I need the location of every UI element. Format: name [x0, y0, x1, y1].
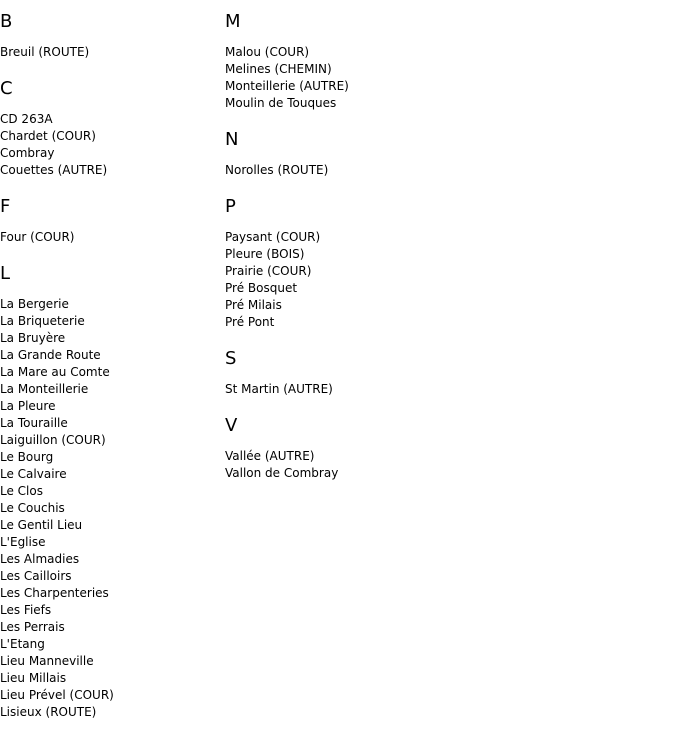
entry-list — [0, 296, 220, 721]
list-item: Pleure (BOIS) — [225, 247, 305, 261]
list-item: Moulin de Touques — [225, 96, 337, 110]
list-item: Four (COUR) — [0, 230, 75, 244]
list-item: Le Bourg — [0, 450, 54, 464]
section-letter: N — [225, 129, 239, 150]
section-letter: F — [0, 196, 11, 217]
list-item: La Bergerie — [0, 297, 69, 311]
list-item: La Touraille — [0, 416, 68, 430]
section-letter: S — [225, 348, 237, 369]
index-section-s — [225, 347, 485, 398]
list-item: Pré Pont — [225, 315, 275, 329]
list-item: Lisieux (ROUTE) — [0, 705, 97, 719]
index-column-right — [225, 10, 485, 482]
section-letter: V — [225, 415, 238, 436]
list-item: Le Gentil Lieu — [0, 518, 83, 532]
list-item: Breuil (ROUTE) — [0, 45, 90, 59]
list-item: Paysant (COUR) — [225, 230, 321, 244]
entry-list — [225, 162, 485, 179]
section-letter: B — [0, 11, 13, 32]
section-letter: C — [0, 78, 13, 99]
list-item: La Pleure — [0, 399, 56, 413]
entry-list — [225, 381, 485, 398]
section-letter: M — [225, 11, 241, 32]
index-section-m — [225, 10, 485, 112]
list-item: Vallée (AUTRE) — [225, 449, 315, 463]
index-column-left — [0, 10, 220, 721]
list-item: Chardet (COUR) — [0, 129, 96, 143]
section-letter: L — [0, 263, 11, 284]
list-item: Lieu Prével (COUR) — [0, 688, 114, 702]
entry-list — [225, 44, 485, 112]
list-item: Le Clos — [0, 484, 43, 498]
entry-list — [0, 111, 220, 179]
entry-list — [225, 229, 485, 331]
list-item: Monteillerie (AUTRE) — [225, 79, 349, 93]
entry-list — [225, 448, 485, 482]
list-item: La Grande Route — [0, 348, 101, 362]
list-item: Combray — [0, 146, 55, 160]
list-item: La Bruyère — [0, 331, 66, 345]
index-section-f — [0, 195, 220, 246]
index-section-n — [225, 128, 485, 179]
list-item: L'Etang — [0, 637, 45, 651]
section-letter: P — [225, 196, 236, 217]
list-item: Lieu Manneville — [0, 654, 94, 668]
list-item: CD 263A — [0, 112, 53, 126]
index-section-v — [225, 414, 485, 482]
list-item: La Briqueterie — [0, 314, 85, 328]
list-item: Prairie (COUR) — [225, 264, 312, 278]
list-item: Melines (CHEMIN) — [225, 62, 332, 76]
index-section-b — [0, 10, 220, 61]
list-item: Le Calvaire — [0, 467, 67, 481]
list-item: Pré Milais — [225, 298, 282, 312]
list-item: Les Charpenteries — [0, 586, 109, 600]
index-section-c — [0, 77, 220, 179]
list-item: Les Almadies — [0, 552, 80, 566]
list-item: Le Couchis — [0, 501, 65, 515]
entry-list — [0, 44, 220, 61]
entry-list — [0, 229, 220, 246]
list-item: La Mare au Comte — [0, 365, 110, 379]
index-section-l — [0, 262, 220, 721]
index-section-p — [225, 195, 485, 331]
list-item: Couettes (AUTRE) — [0, 163, 108, 177]
list-item: Pré Bosquet — [225, 281, 298, 295]
list-item: Norolles (ROUTE) — [225, 163, 329, 177]
list-item: Les Cailloirs — [0, 569, 72, 583]
list-item: St Martin (AUTRE) — [225, 382, 333, 396]
list-item: Malou (COUR) — [225, 45, 310, 59]
list-item: Lieu Millais — [0, 671, 67, 685]
list-item: Les Fiefs — [0, 603, 52, 617]
list-item: Les Perrais — [0, 620, 65, 634]
list-item: L'Eglise — [0, 535, 46, 549]
list-item: La Monteillerie — [0, 382, 89, 396]
list-item: Laiguillon (COUR) — [0, 433, 106, 447]
list-item: Vallon de Combray — [225, 466, 339, 480]
